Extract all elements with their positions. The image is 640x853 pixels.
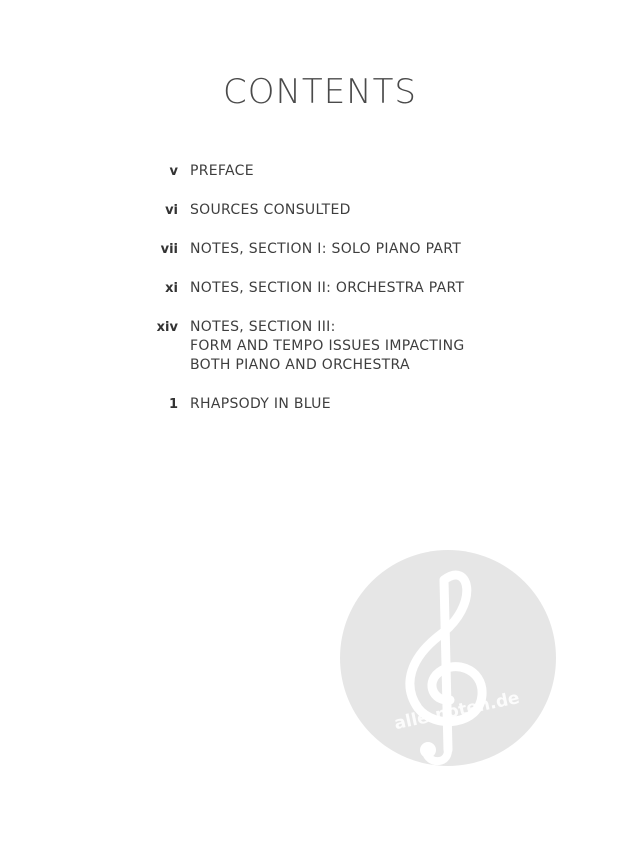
toc-page-number: 1 [168, 397, 178, 412]
toc-title-line: PREFACE [190, 163, 254, 179]
toc-page-number: xiv [156, 320, 178, 335]
toc-title [190, 201, 351, 220]
toc-entry-notes-section-1 [0, 240, 640, 259]
page-title: CONTENTS [223, 72, 417, 112]
toc-entry-sources [0, 201, 640, 220]
toc-page-number: v [169, 164, 178, 179]
toc-entry-preface [0, 162, 640, 181]
toc-title-line: SOURCES CONSULTED [190, 202, 351, 218]
toc-title-line: BOTH PIANO AND ORCHESTRA [190, 357, 410, 373]
toc-entry-notes-section-2 [0, 279, 640, 298]
toc-page-number: xi [165, 281, 178, 296]
toc-title [190, 395, 331, 414]
toc-entry-rhapsody [0, 395, 640, 414]
toc-page-number: vi [165, 203, 178, 218]
watermark-logo [340, 550, 556, 766]
toc-page-number: vii [160, 242, 178, 257]
toc-entry-notes-section-3 [0, 318, 640, 375]
toc-title-line: NOTES, SECTION I: SOLO PIANO PART [190, 241, 462, 257]
toc-title-line: NOTES, SECTION III: [190, 319, 336, 335]
toc-title [190, 279, 464, 298]
watermark-text: alle-noten.de [392, 688, 522, 735]
toc-title [190, 162, 254, 181]
toc-title [190, 318, 465, 375]
toc-title-line: FORM AND TEMPO ISSUES IMPACTING [190, 338, 465, 354]
treble-clef-icon [340, 550, 556, 766]
table-of-contents [0, 162, 640, 434]
toc-title-line: RHAPSODY IN BLUE [190, 396, 331, 412]
toc-title-line: NOTES, SECTION II: ORCHESTRA PART [190, 280, 465, 296]
toc-title [190, 240, 461, 259]
